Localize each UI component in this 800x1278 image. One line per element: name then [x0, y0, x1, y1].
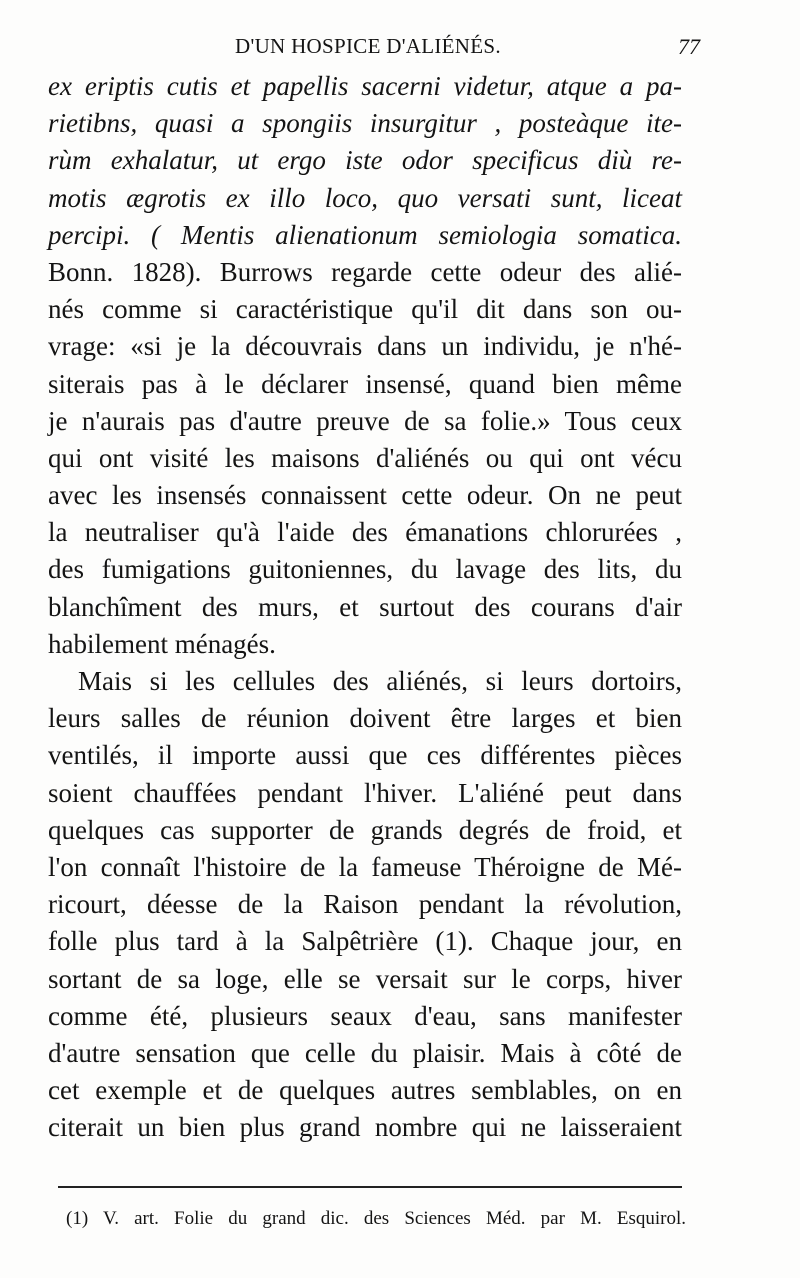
- running-head: [48, 34, 700, 64]
- text-line: qui ont visité les maisons d'aliénés ou qui ont vécu: [48, 442, 682, 473]
- text-line: sortant de sa loge, elle se versait sur le corps, hiver: [48, 963, 682, 994]
- footnote: (1) V. art. Folie du grand dic. des Sciences Méd. par M. Esquirol.: [66, 1208, 686, 1229]
- text-line: l'on connaît l'histoire de la fameuse Théroigne de Mé-: [48, 851, 682, 882]
- text-line: avec les insensés connaissent cette odeur. On ne peut: [48, 480, 682, 511]
- text-line: rùm exhalatur, ut ergo iste odor specificus diù re-: [48, 145, 682, 176]
- text-line: motis ægrotis ex illo loco, quo versati sunt, liceat: [48, 182, 682, 213]
- text-line: vrage: «si je la découvrais dans un individu, je n'hé-: [48, 331, 682, 362]
- text-line: percipi. ( Mentis alienationum semiologia somatica.: [48, 219, 682, 250]
- text-line: citerait un bien plus grand nombre qui ne laisseraient: [48, 1112, 682, 1143]
- text-line: comme été, plusieurs seaux d'eau, sans manifester: [48, 1000, 682, 1031]
- running-title: D'UN HOSPICE D'ALIÉNÉS.: [235, 34, 501, 58]
- text-line: habilement ménagés.: [48, 628, 276, 659]
- text-line: ex eriptis cutis et papellis sacerni videtur, atque a pa-: [48, 71, 682, 101]
- page-number: 77: [678, 34, 700, 59]
- text-line: cet exemple et de quelques autres semblables, on en: [48, 1075, 682, 1106]
- text-line: blanchîment des murs, et surtout des courans d'air: [48, 591, 682, 622]
- text-line: Bonn. 1828). Burrows regarde cette odeur des alié-: [48, 256, 682, 287]
- body-text: [48, 68, 682, 1146]
- footnote-rule: [58, 1186, 682, 1188]
- text-line: je n'aurais pas d'autre preuve de sa folie.» Tous ceux: [48, 405, 682, 436]
- text-line: folle plus tard à la Salpêtrière (1). Chaque jour, en: [48, 926, 682, 957]
- text-line: Mais si les cellules des aliénés, si leurs dortoirs,: [78, 666, 682, 696]
- text-line: ventilés, il importe aussi que ces différentes pièces: [48, 740, 682, 771]
- text-line: des fumigations guitoniennes, du lavage des lits, du: [48, 554, 682, 585]
- text-line: nés comme si caractéristique qu'il dit dans son ou-: [48, 294, 682, 325]
- text-line: rietibns, quasi a spongiis insurgitur , posteàque ite-: [48, 108, 682, 139]
- text-line: siterais pas à le déclarer insensé, quand bien même: [48, 368, 682, 399]
- text-line: ricourt, déesse de la Raison pendant la révolution,: [48, 889, 682, 920]
- text-line: leurs salles de réunion doivent être larges et bien: [48, 703, 682, 734]
- text-line: la neutraliser qu'à l'aide des émanations chlorurées ,: [48, 517, 682, 548]
- text-line: quelques cas supporter de grands degrés de froid, et: [48, 814, 682, 845]
- text-line: soient chauffées pendant l'hiver. L'aliéné peut dans: [48, 777, 682, 808]
- text-line: d'autre sensation que celle du plaisir. Mais à côté de: [48, 1037, 682, 1068]
